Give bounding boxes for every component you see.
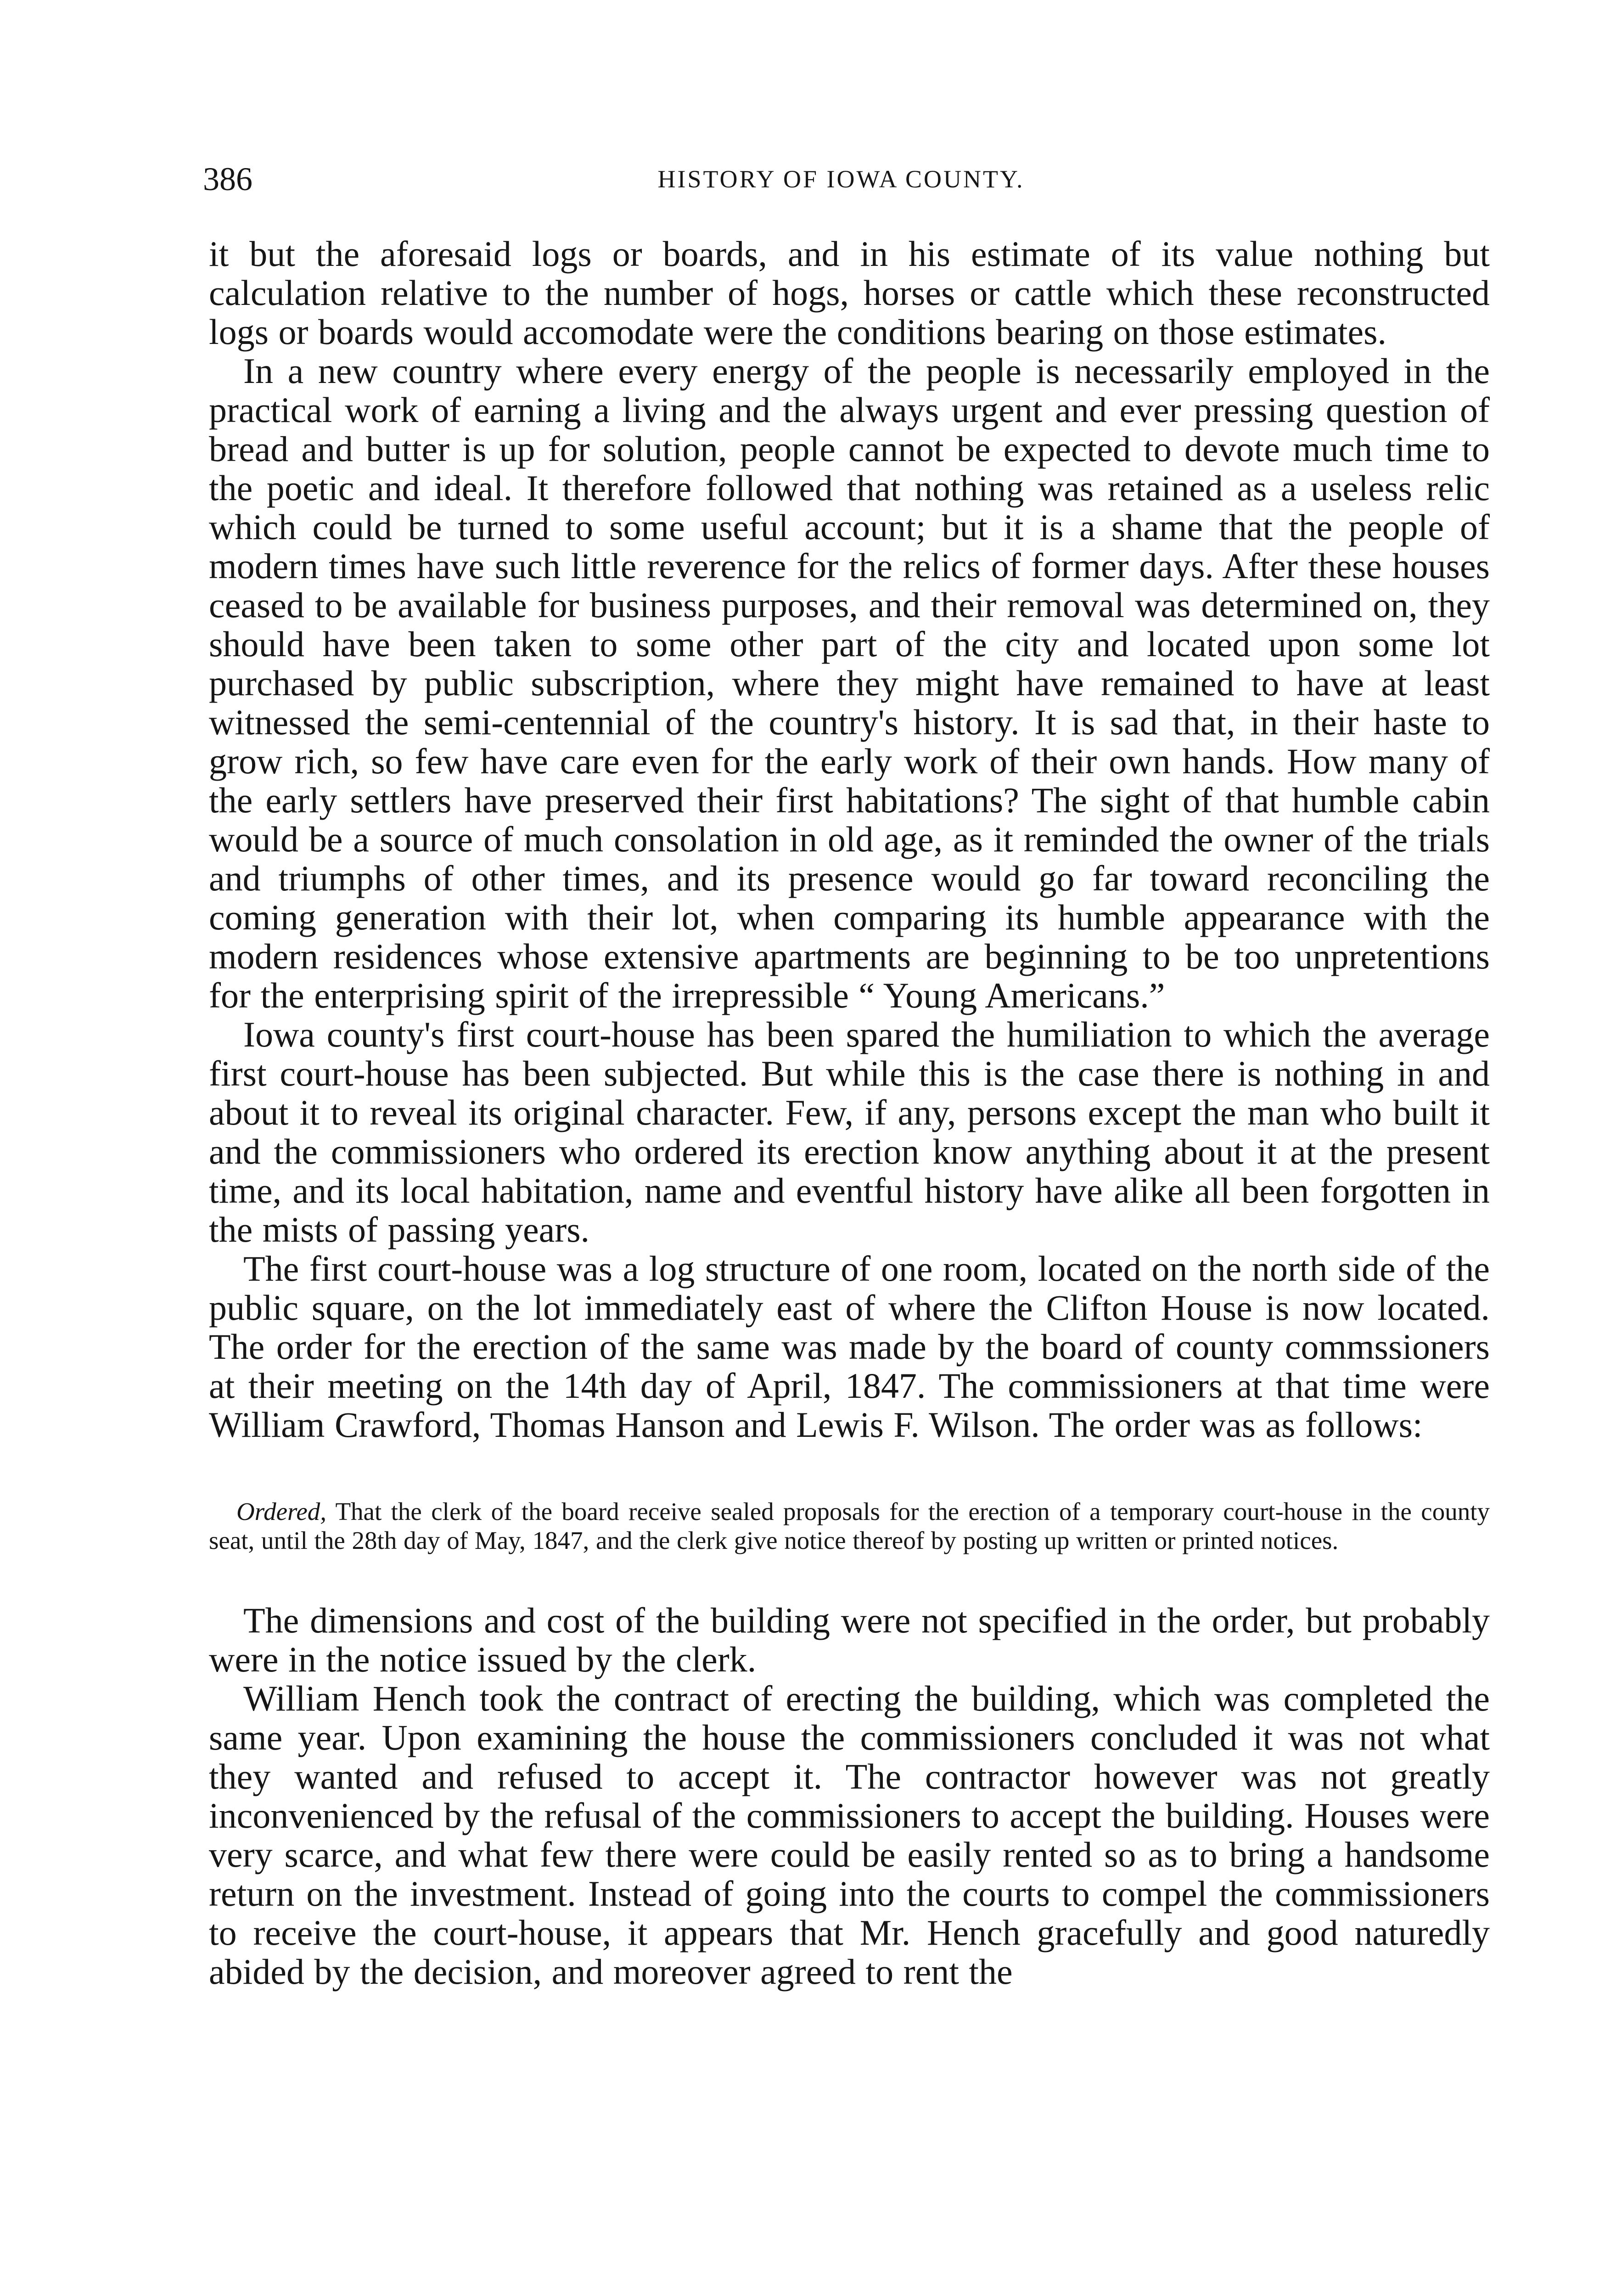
paragraph-william-hench: William Hench took the contract of erecting the building, which was completed the same year. Upon examining the house the commissioners concluded it was not what they wanted and refused to accept it. The contractor however was not greatly inconvenienced by the refusal of the commissioners to accept the building. Houses were very scarce, and what few there were could be easily rented so as to bring a handsome return on the investment. Instead of going into the courts to compel the commissioners to receive the court-house, it appears that Mr. Hench gracefully and good naturedly abided by the decision, and moreover agreed to rent the — [209, 1678, 1490, 1992]
quote-text: That the clerk of the board receive sealed proposals for the erection of a temporary court-house in the county seat, until the 28th day of May, 1847, and the clerk give notice thereof by posting up written or printed notices. — [209, 1497, 1490, 1554]
block-quote-order — [209, 1497, 1490, 1555]
paragraph-dimensions: The dimensions and cost of the building were not specified in the order, but probably were in the notice issued by the clerk. — [209, 1600, 1490, 1679]
page-header — [203, 158, 1479, 200]
paragraph-continued: it but the aforesaid logs or boards, and in his estimate of its value nothing but calculation relative to the number of hogs, horses or cattle which these reconstructed logs or boards would accomodate were the conditions bearing on those estimates. — [209, 234, 1490, 352]
paragraph-first-court-house: Iowa county's first court-house has been spared the humiliation to which the average first court-house has been subjected. But while this is the case there is nothing in and about it to reveal its original character. Few, if any, persons except the man who built it and the commissioners who ordered its erection know anything about it at the present time, and its local habitation, name and eventful history have alike all been forgotten in the mists of passing years. — [209, 1014, 1490, 1249]
paragraph-relics: In a new country where every energy of the people is necessarily employed in the practical work of earning a living and the always urgent and ever pressing question of bread and butter is up for solution, people cannot be expected to devote much time to the poetic and ideal. It therefore followed that nothing was retained as a useless relic which could be turned to some useful account; but it is a shame that the people of modern times have such little reverence for the relics of former days. After these houses ceased to be available for business purposes, and their removal was determined on, they should have been taken to some other part of the city and located upon some lot purchased by public subscription, where they might have remained to have at least witnessed the semi-centennial of the country's history. It is sad that, in their haste to grow rich, so few have care even for the early work of their own hands. How many of the early settlers have preserved their first habitations? The sight of that humble cabin would be a source of much consolation in old age, as it reminded the owner of the trials and triumphs of other times, and its presence would go far toward reconciling the coming generation with their lot, when comparing its humble appearance with the modern residences whose extensive apartments are beginning to be too unpretentions for the enterprising spirit of the irrepressible “ Young Americans.” — [209, 351, 1490, 1015]
paragraph-log-structure: The first court-house was a log structure of one room, located on the north side of the public square, on the lot immediately east of where the Clifton House is now located. The order for the erection of the same was made by the board of county commssioners at their meeting on the 14th day of April, 1847. The commissioners at that time were William Crawford, Thomas Hanson and Lewis F. Wilson. The order was as follows: — [209, 1249, 1490, 1445]
page-number: 386 — [203, 161, 252, 197]
quote-lead: Ordered, — [236, 1497, 327, 1525]
running-title: HISTORY OF IOWA COUNTY. — [657, 165, 1025, 193]
body-text — [209, 234, 1490, 1991]
